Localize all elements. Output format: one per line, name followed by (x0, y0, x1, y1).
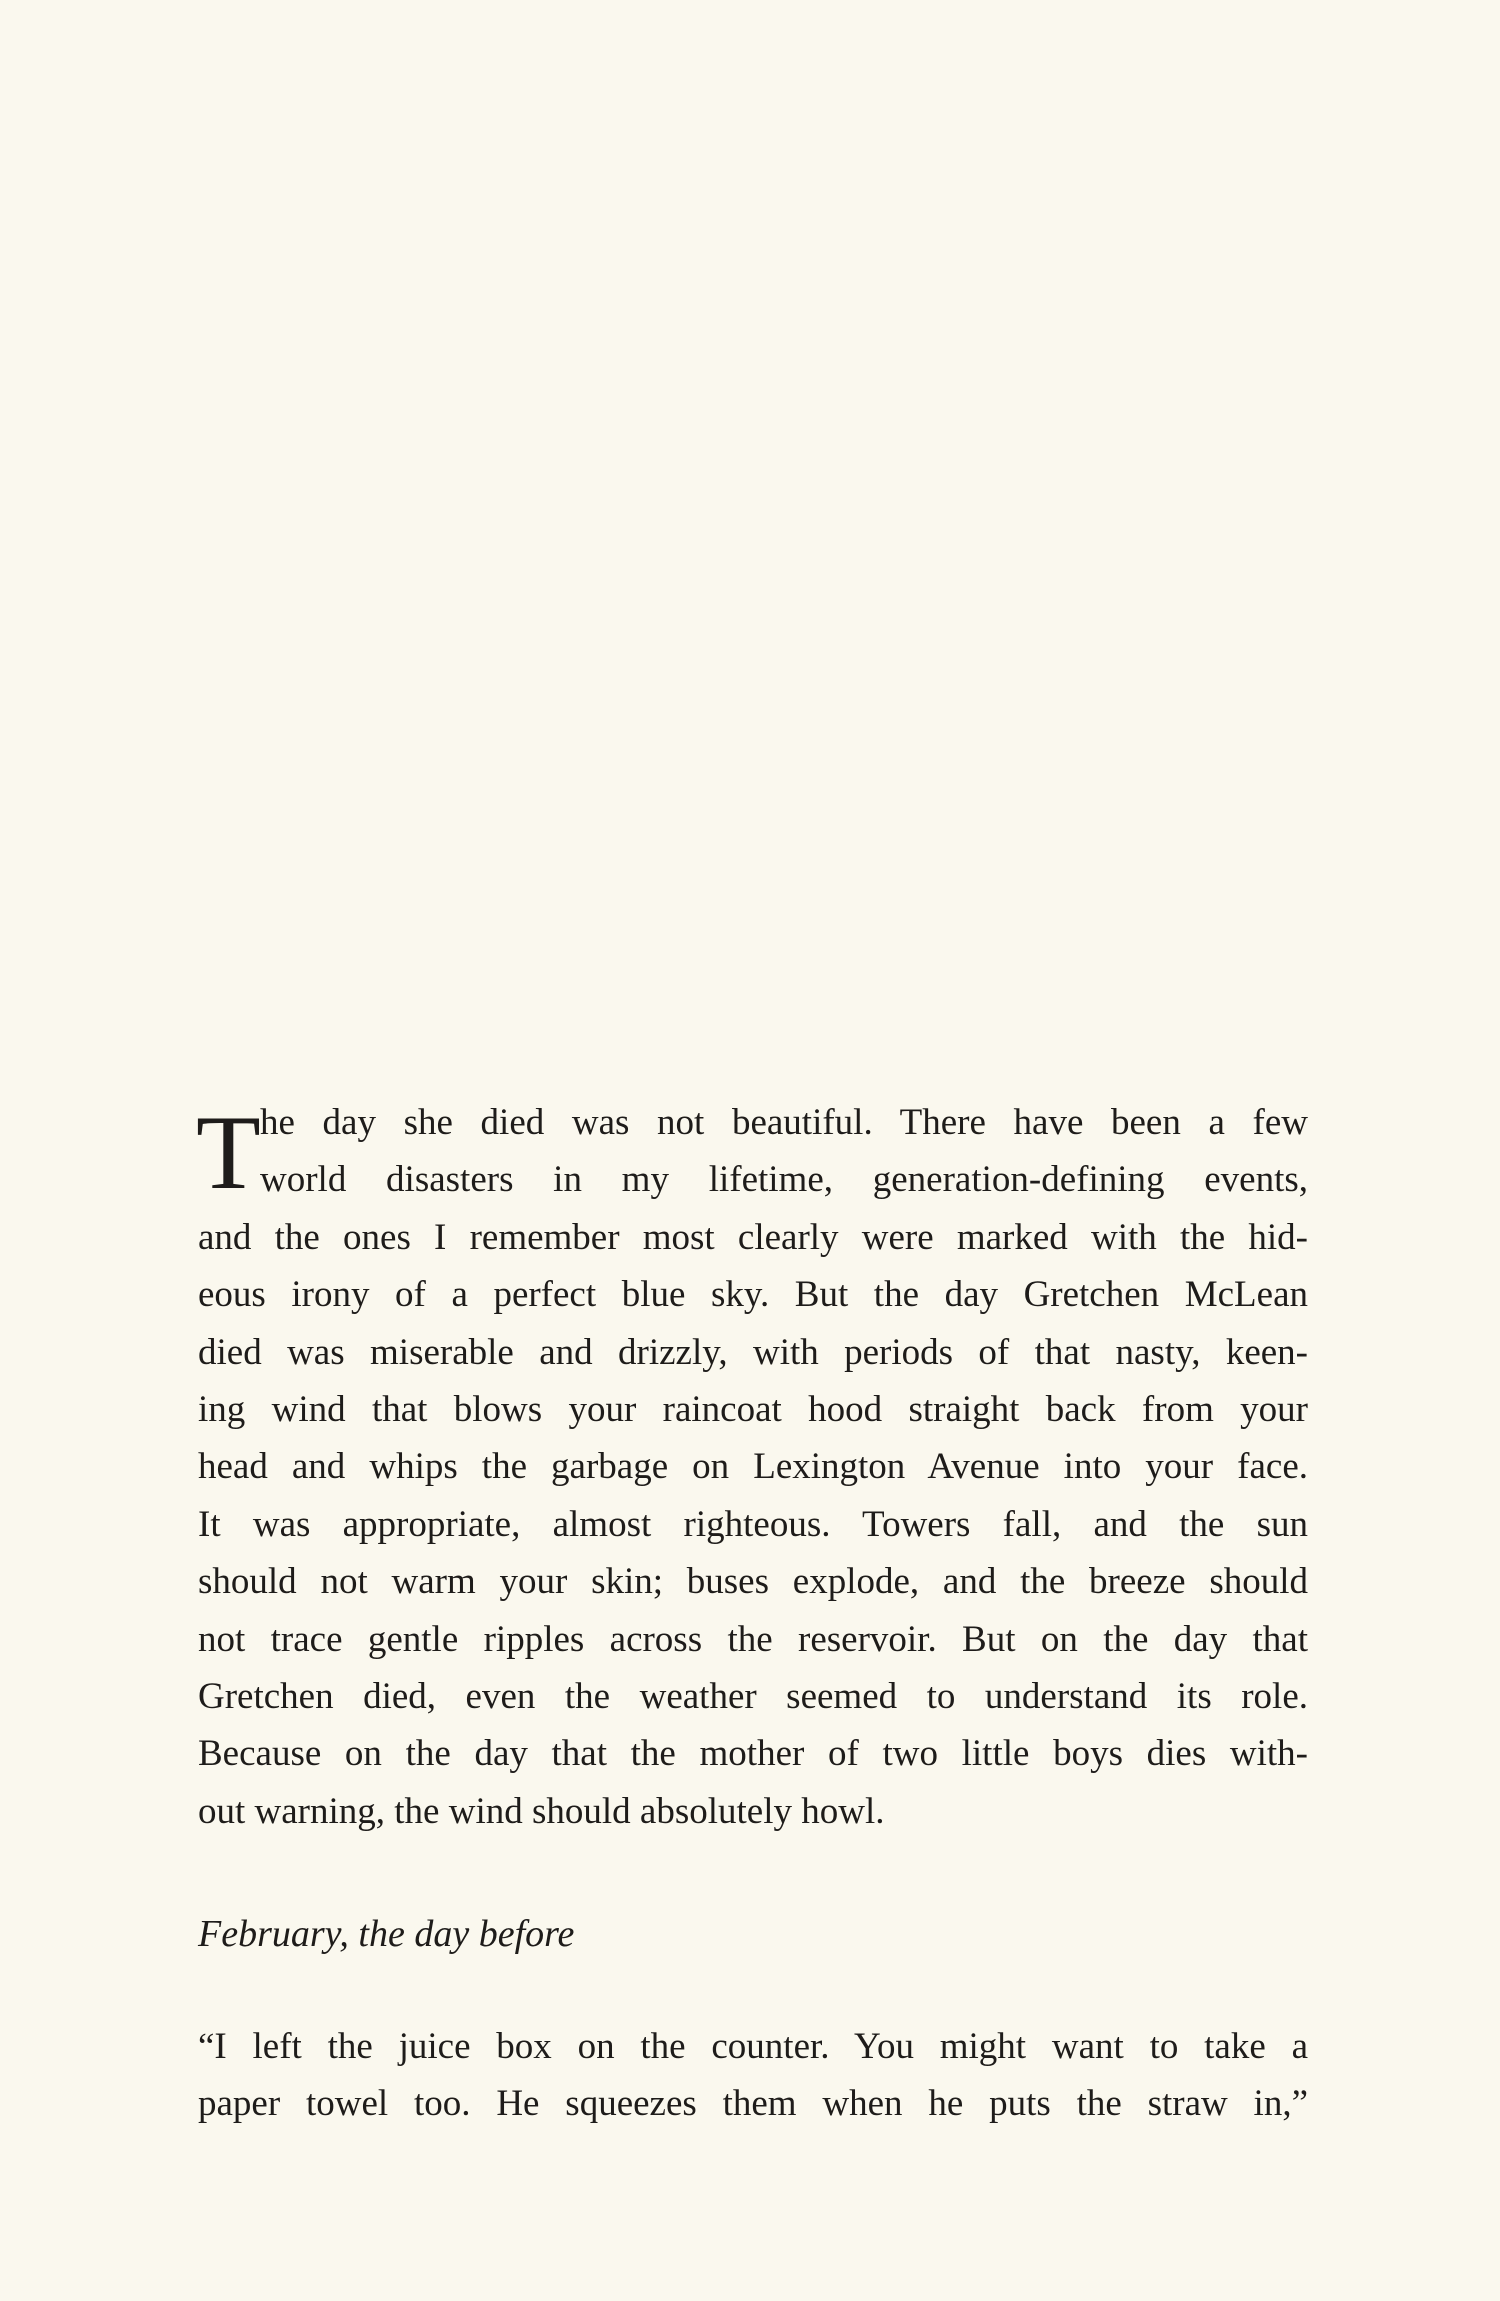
paragraph-line: Because on the day that the mother of two little boys dies with- (198, 1733, 1308, 1775)
section-heading: February, the day before (198, 1913, 575, 1955)
paragraph-line: eous irony of a perfect blue sky. But the day Gretchen McLean (198, 1274, 1308, 1316)
paragraph-line: died was miserable and drizzly, with periods of that nasty, keen- (198, 1331, 1308, 1373)
paragraph-line: should not warm your skin; buses explode, and the breeze should (198, 1561, 1308, 1603)
paragraph-line: head and whips the garbage on Lexington Avenue into your face. (198, 1446, 1308, 1488)
paragraph-line: paper towel too. He squeezes them when he puts the straw in,” (198, 2083, 1308, 2125)
paragraph-line-text: he day she died was not beautiful. There have been a few (260, 1102, 1308, 1143)
drop-cap: T (196, 1094, 261, 1211)
paragraph-line: ing wind that blows your raincoat hood straight back from your (198, 1388, 1308, 1430)
paragraph-line: not trace gentle ripples across the reservoir. But on the day that (198, 1618, 1308, 1660)
paragraph-line: world disasters in my lifetime, generation-defining events, (260, 1159, 1308, 1201)
paragraph-line: “I left the juice box on the counter. You might want to take a (198, 2026, 1308, 2067)
paragraph-line: and the ones I remember most clearly were marked with the hid- (198, 1216, 1308, 1258)
opening-paragraph (198, 1094, 1308, 1840)
dialogue-paragraph (198, 2018, 1308, 2133)
paragraph-line: It was appropriate, almost righteous. Towers fall, and the sun (198, 1503, 1308, 1545)
paragraph-line: Gretchen died, even the weather seemed to understand its role. (198, 1675, 1308, 1717)
paragraph-line-last: out warning, the wind should absolutely howl. (198, 1790, 885, 1832)
